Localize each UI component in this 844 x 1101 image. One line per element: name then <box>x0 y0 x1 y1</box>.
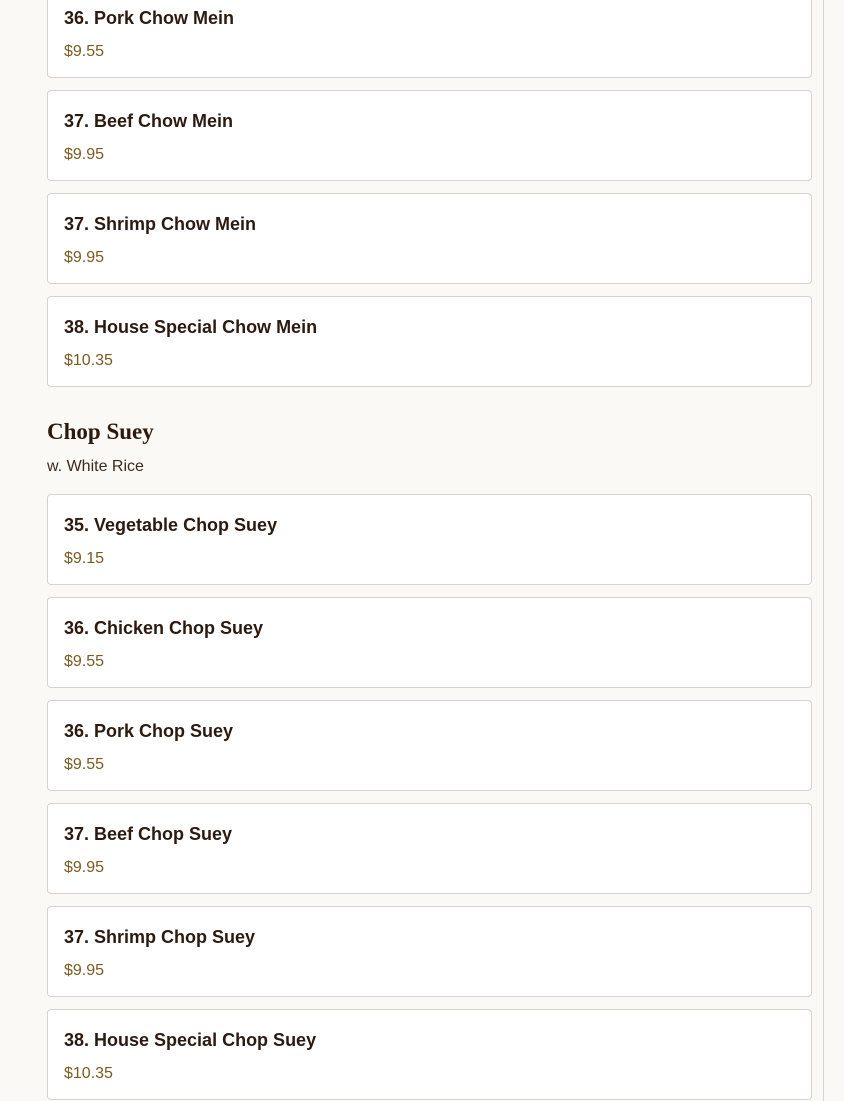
menu-item-price: $9.95 <box>64 859 105 876</box>
menu-item-price: $9.55 <box>64 653 105 670</box>
menu-item-price: $9.55 <box>64 756 105 773</box>
menu-item-name: 36. Pork Chop Suey <box>64 721 234 741</box>
menu-item-price: $9.95 <box>64 249 105 266</box>
menu-item-card[interactable] <box>47 494 812 585</box>
menu-item-card[interactable] <box>47 906 812 997</box>
menu-item-card[interactable] <box>47 597 812 688</box>
menu-item-name: 37. Beef Chow Mein <box>64 111 234 131</box>
menu-item-card[interactable] <box>47 296 812 387</box>
section-title: Chop Suey <box>47 419 154 444</box>
menu-item-card[interactable] <box>47 700 812 791</box>
menu-item-price: $9.95 <box>64 962 105 979</box>
menu-item-name: 38. House Special Chop Suey <box>64 1030 317 1050</box>
section-header <box>47 417 812 477</box>
menu-item-name: 37. Beef Chop Suey <box>64 824 233 844</box>
menu-item-card[interactable] <box>47 193 812 284</box>
menu-item-price: $9.55 <box>64 43 105 60</box>
menu-item-price: $9.95 <box>64 146 105 163</box>
menu-item-card[interactable] <box>47 1009 812 1100</box>
section-subtitle: w. White Rice <box>47 458 144 475</box>
menu-list <box>47 0 812 1101</box>
menu-item-name: 38. House Special Chow Mein <box>64 317 318 337</box>
menu-item-name: 37. Shrimp Chop Suey <box>64 927 256 947</box>
menu-item-name: 36. Chicken Chop Suey <box>64 618 264 638</box>
menu-item-card[interactable] <box>47 90 812 181</box>
menu-item-price: $10.35 <box>64 352 113 369</box>
menu-item-price: $9.15 <box>64 550 105 567</box>
menu-item-name: 36. Pork Chow Mein <box>64 8 235 28</box>
menu-item-price: $10.35 <box>64 1065 113 1082</box>
menu-item-name: 37. Shrimp Chow Mein <box>64 214 257 234</box>
menu-item-card[interactable] <box>47 803 812 894</box>
menu-item-card[interactable] <box>47 0 812 78</box>
menu-item-name: 35. Vegetable Chop Suey <box>64 515 278 535</box>
